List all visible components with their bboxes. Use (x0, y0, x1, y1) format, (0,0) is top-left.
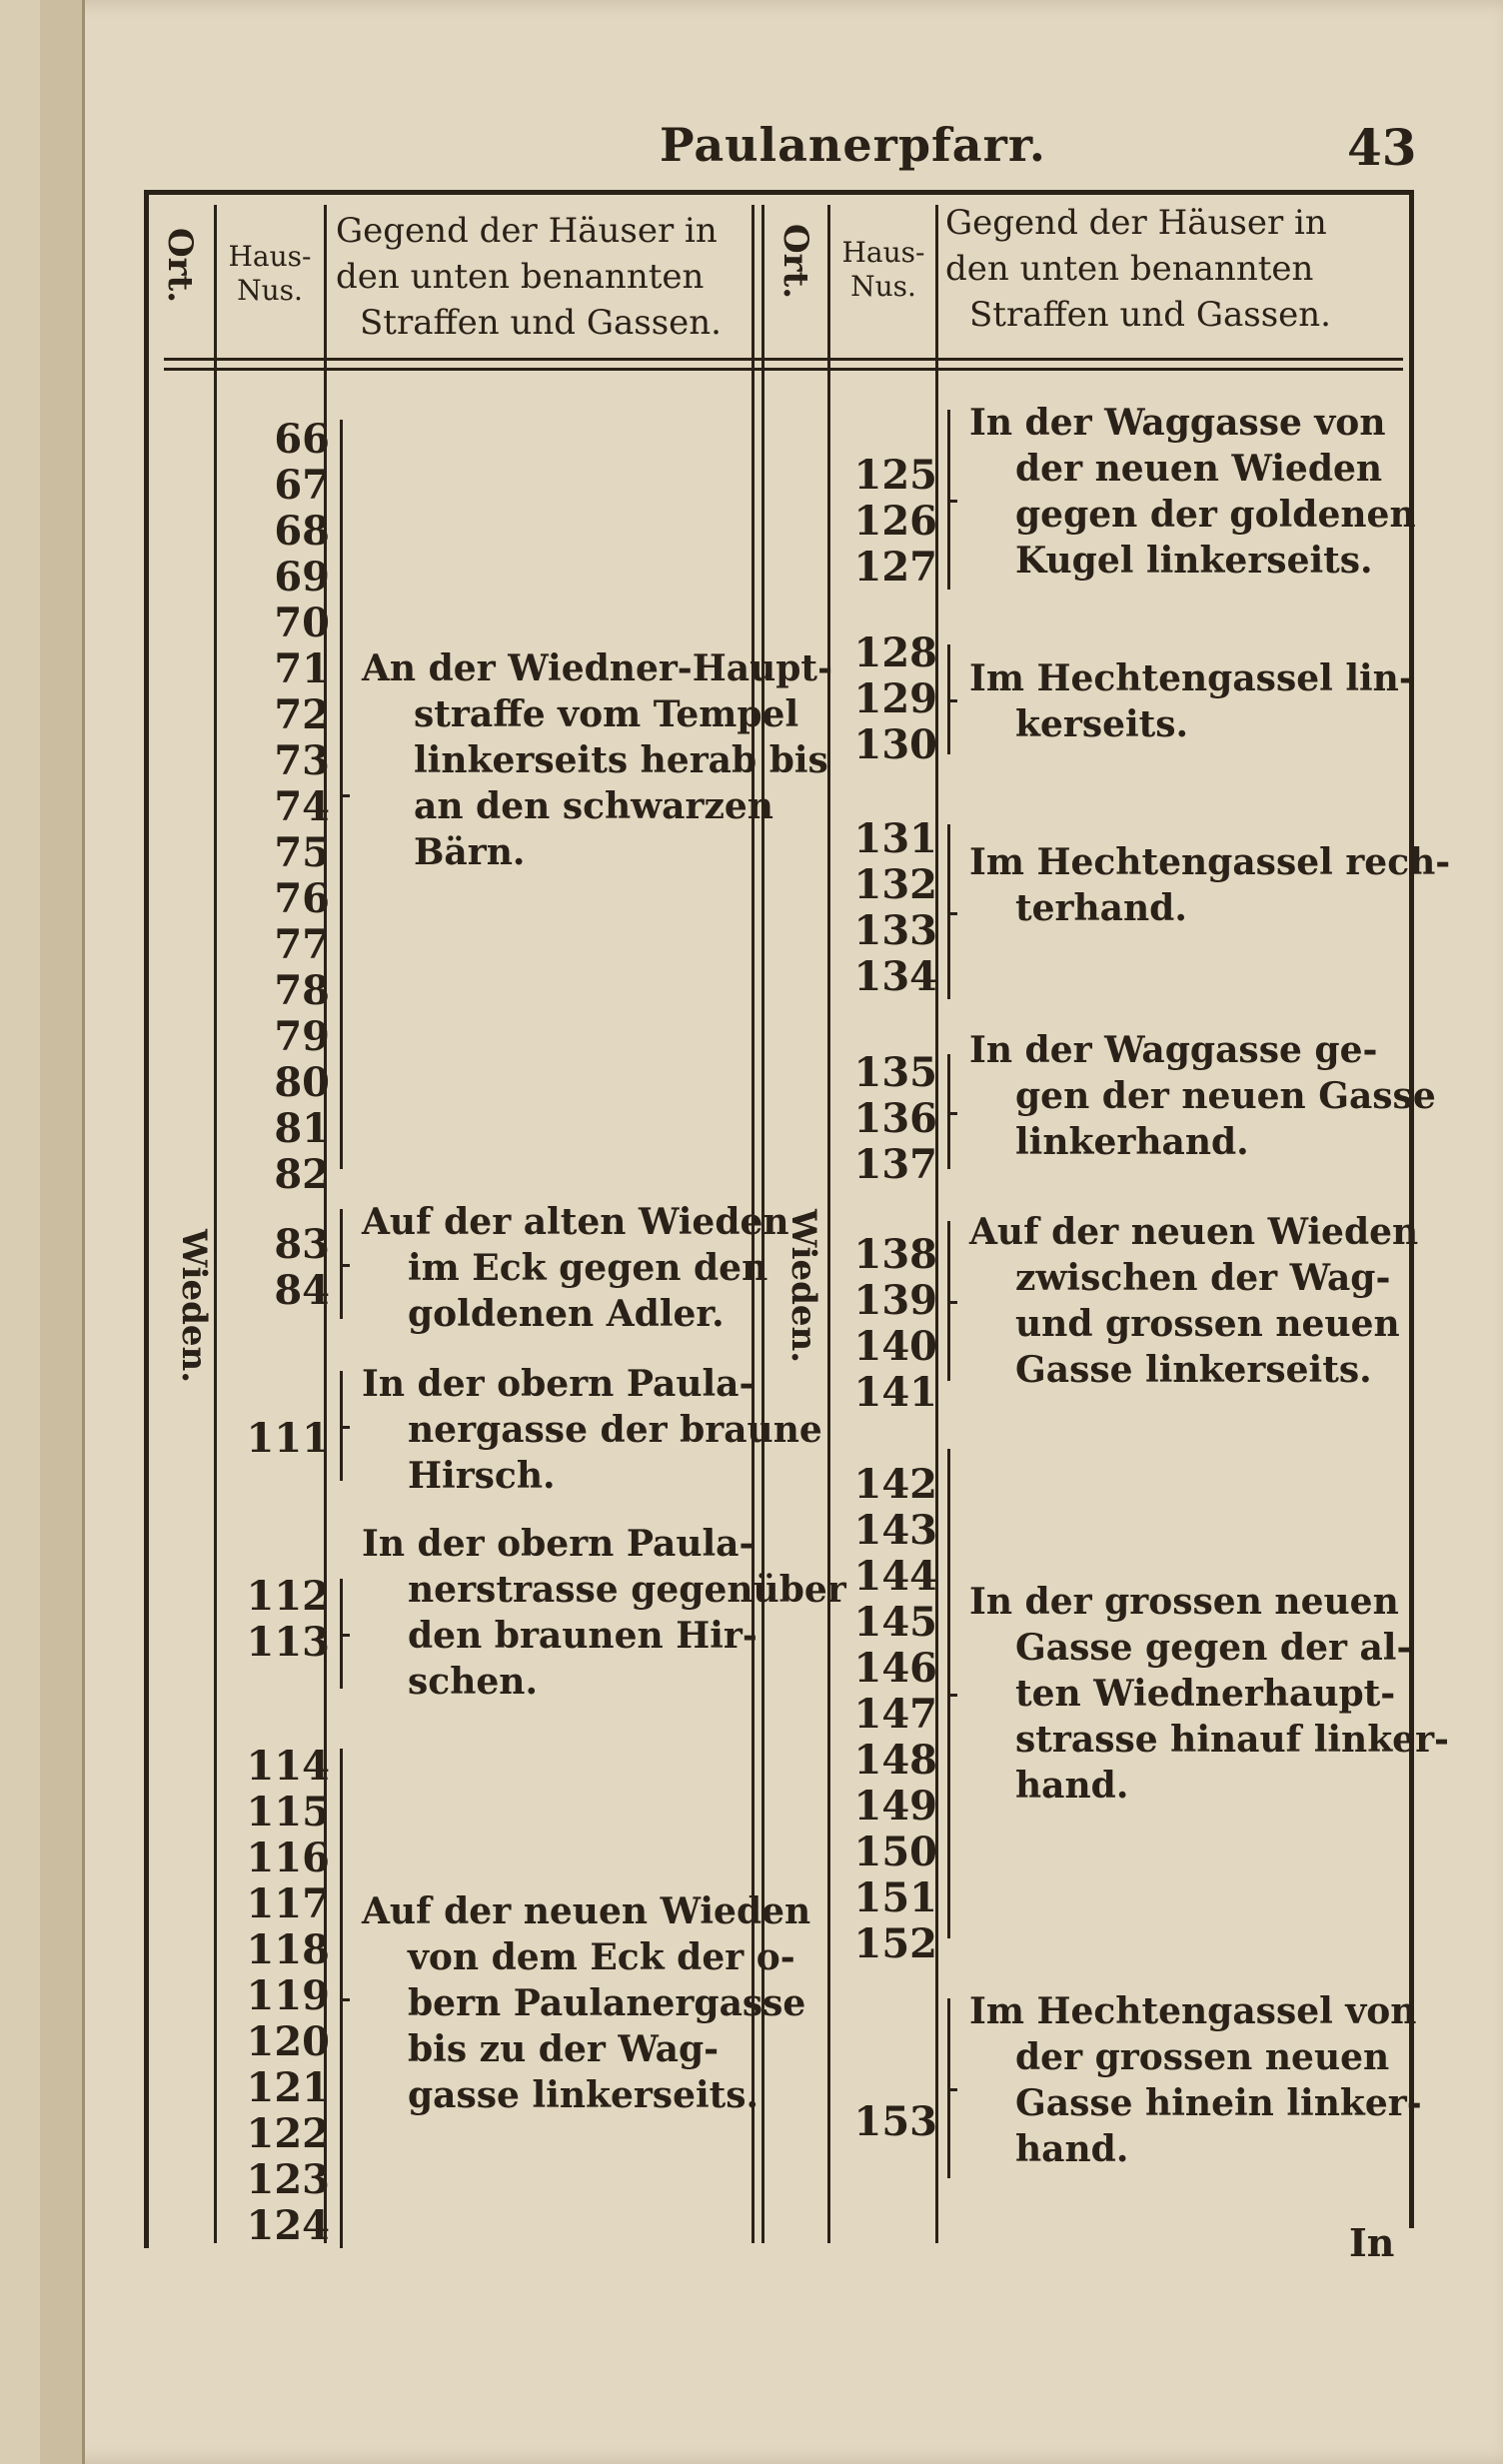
house-number: 76 (274, 875, 330, 922)
house-number: 66 (274, 416, 330, 463)
house-number: 149 (853, 1783, 937, 1830)
house-number: 145 (853, 1599, 937, 1646)
house-number: 117 (246, 1880, 330, 1927)
house-number: 127 (853, 544, 937, 591)
house-number: 142 (853, 1461, 937, 1508)
house-number: 67 (274, 462, 330, 509)
house-number: 111 (246, 1415, 330, 1462)
left-entry: In der obern Paula- nerstrasse gegenüber den braunen Hir- schen. (362, 1523, 846, 1703)
brace (340, 1579, 343, 1689)
house-number: 151 (853, 1874, 937, 1921)
house-number: 120 (246, 2018, 330, 2065)
house-number: 138 (853, 1231, 937, 1278)
brace (947, 644, 950, 754)
brace (947, 1449, 950, 1938)
house-number: 81 (274, 1105, 330, 1152)
header-bottom-rule-2 (164, 368, 1403, 371)
house-number: 137 (853, 1141, 937, 1188)
house-number: 69 (274, 554, 330, 601)
house-number: 131 (853, 815, 937, 862)
brace (340, 1749, 343, 2248)
header-gegend-right-2: den unten benannten (945, 249, 1314, 289)
house-number: 152 (853, 1920, 937, 1967)
house-number: 121 (246, 2064, 330, 2111)
left-entry: In der obern Paula- nergasse der braune Hirsch. (362, 1363, 822, 1497)
house-number: 133 (853, 907, 937, 954)
header-gegend-right-3: Straffen und Gassen. (969, 295, 1331, 335)
brace (340, 420, 343, 1169)
house-number: 80 (274, 1059, 330, 1106)
house-number: 128 (853, 629, 937, 676)
ort-label-right: Wieden. (783, 1209, 823, 1364)
right-entry: In der Waggasse ge- gen der neuen Gasse linkerhand. (969, 1029, 1436, 1163)
header-gegend-left-3: Straffen und Gassen. (360, 303, 722, 343)
table-left-rule (144, 190, 149, 2248)
house-number: 140 (853, 1323, 937, 1370)
house-number: 135 (853, 1049, 937, 1096)
house-number: 82 (274, 1151, 330, 1198)
right-entry: In der Waggasse von der neuen Wieden gegen der goldenen Kugel linkerseits. (969, 402, 1416, 582)
house-number: 129 (853, 675, 937, 722)
house-number: 136 (853, 1095, 937, 1142)
house-number: 150 (853, 1829, 937, 1875)
house-number: 75 (274, 829, 330, 876)
header-gegend-left-1: Gegend der Häuser in (336, 211, 718, 251)
house-number: 118 (246, 1926, 330, 1973)
house-number: 114 (246, 1743, 330, 1790)
header-bottom-rule (164, 358, 1403, 361)
book-spine (40, 0, 85, 2464)
house-number: 123 (246, 2156, 330, 2203)
house-number: 72 (274, 691, 330, 738)
house-number: 68 (274, 508, 330, 555)
page-number: 43 (1347, 118, 1417, 177)
house-number: 119 (246, 1972, 330, 2019)
brace (947, 410, 950, 590)
house-number: 125 (853, 452, 937, 499)
house-number: 74 (274, 783, 330, 830)
left-entry: Auf der alten Wieden im Eck gegen den goldenen Adler. (362, 1201, 789, 1335)
house-number: 130 (853, 721, 937, 768)
house-number: 116 (246, 1835, 330, 1881)
house-number: 147 (853, 1691, 937, 1738)
house-number: 141 (853, 1369, 937, 1416)
house-number: 112 (246, 1573, 330, 1620)
house-number: 113 (246, 1619, 330, 1666)
house-number: 70 (274, 600, 330, 646)
house-number: 83 (274, 1221, 330, 1268)
house-number: 144 (853, 1553, 937, 1600)
house-number: 143 (853, 1507, 937, 1554)
brace (340, 1371, 343, 1481)
house-number: 146 (853, 1645, 937, 1692)
book-page (40, 0, 1503, 2464)
left-entry: Auf der neuen Wieden von dem Eck der o- bern Paulanergasse bis zu der Wag- gasse linkerseits. (362, 1890, 811, 2116)
brace (947, 1221, 950, 1381)
right-entry: In der grossen neuen Gasse gegen der al- ten Wiednerhaupt- strasse hinauf linker- hand. (969, 1581, 1449, 1807)
header-ort-left: Ort. (160, 228, 200, 304)
right-entry: Im Hechtengassel lin- kerseits. (969, 657, 1414, 745)
running-head: Paulanerpfarr. (660, 118, 1046, 172)
header-gegend-left-2: den unten benannten (336, 257, 705, 297)
house-number: 79 (274, 1013, 330, 1060)
house-number: 115 (246, 1789, 330, 1836)
table-top-rule (144, 190, 1413, 195)
house-number: 71 (274, 645, 330, 692)
right-entry: Im Hechtengassel von der grossen neuen Gasse hinein linker- hand. (969, 1990, 1422, 2170)
house-number: 132 (853, 861, 937, 908)
catchword: In (1349, 2220, 1395, 2265)
header-gegend-right-1: Gegend der Häuser in (945, 203, 1327, 243)
right-entry: Im Hechtengassel rech- terhand. (969, 841, 1451, 929)
brace (947, 824, 950, 999)
brace (340, 1209, 343, 1319)
brace (947, 1998, 950, 2178)
house-number: 124 (246, 2202, 330, 2249)
ort-label-left: Wieden. (174, 1229, 214, 1384)
house-number: 148 (853, 1737, 937, 1784)
header-ort-right: Ort. (775, 224, 815, 300)
house-number: 73 (274, 737, 330, 784)
brace (947, 1054, 950, 1169)
right-entry: Auf der neuen Wieden zwischen der Wag- und grossen neuen Gasse linkerseits. (969, 1211, 1419, 1391)
house-number: 153 (853, 2098, 937, 2145)
header-haus-right: Haus- Nus. (841, 236, 925, 303)
house-number: 77 (274, 921, 330, 968)
house-number: 134 (853, 953, 937, 1000)
house-number: 78 (274, 967, 330, 1014)
house-number: 122 (246, 2110, 330, 2157)
house-number: 84 (274, 1267, 330, 1314)
house-number: 126 (853, 498, 937, 545)
left-entry: An der Wiedner-Haupt- straffe vom Tempel linkerseits herab bis an den schwarzen Bärn. (362, 647, 833, 873)
house-number: 139 (853, 1277, 937, 1324)
header-haus-left: Haus- Nus. (228, 240, 312, 307)
